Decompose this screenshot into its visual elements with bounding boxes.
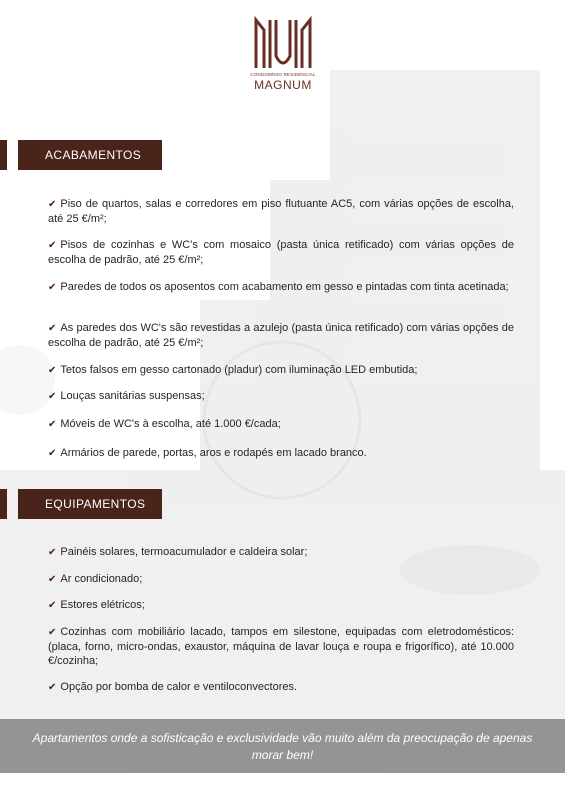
section-accent-bar bbox=[0, 140, 7, 170]
check-icon: ✔ bbox=[48, 365, 57, 376]
list-item: ✔ Tetos falsos em gesso cartonado (pladur) com iluminação LED embutida; bbox=[48, 364, 418, 376]
footer-slogan: Apartamentos onde a sofisticação e exclusividade vão muito além da preocupação de apenas morar bem! bbox=[32, 731, 533, 762]
section-title-equipamentos: EQUIPAMENTOS bbox=[18, 489, 162, 519]
list-item: ✔ Pisos de cozinhas e WC's com mosaico (pasta única retificado) com várias opções de escolha de padrão, até 25 €/m²; bbox=[48, 239, 514, 266]
check-icon: ✔ bbox=[48, 282, 57, 293]
list-item: ✔ Ar condicionado; bbox=[48, 573, 143, 585]
check-icon: ✔ bbox=[48, 574, 57, 585]
logo-name: MAGNUM bbox=[254, 78, 312, 92]
section-accent-bar bbox=[0, 489, 7, 519]
list-item: ✔ Paredes de todos os aposentos com acabamento em gesso e pintadas com tinta acetinada; bbox=[48, 281, 509, 293]
check-icon: ✔ bbox=[48, 682, 57, 693]
logo-tagline: CONDOMÍNIO RESIDENCIAL bbox=[250, 72, 316, 77]
list-item: ✔ Painéis solares, termoacumulador e caldeira solar; bbox=[48, 546, 308, 558]
check-icon: ✔ bbox=[48, 199, 57, 210]
check-icon: ✔ bbox=[48, 600, 57, 611]
magnum-logo bbox=[248, 16, 318, 92]
check-icon: ✔ bbox=[48, 627, 57, 638]
check-icon: ✔ bbox=[48, 547, 57, 558]
list-item: ✔ As paredes dos WC's são revestidas a azulejo (pasta única retificado) com várias opções de escolha de padrão, até 25 €/m²; bbox=[48, 322, 514, 349]
list-item: ✔ Piso de quartos, salas e corredores em piso flutuante AC5, com várias opções de escolha, até 25 €/m²; bbox=[48, 198, 514, 225]
list-item: ✔ Louças sanitárias suspensas; bbox=[48, 390, 205, 402]
list-item: ✔ Estores elétricos; bbox=[48, 599, 145, 611]
magnum-monogram-icon bbox=[252, 16, 314, 70]
footer-banner bbox=[0, 719, 565, 773]
list-item: ✔ Móveis de WC's à escolha, até 1.000 €/cada; bbox=[48, 418, 281, 430]
check-icon: ✔ bbox=[48, 419, 57, 430]
check-icon: ✔ bbox=[48, 391, 57, 402]
check-icon: ✔ bbox=[48, 323, 57, 334]
list-item: ✔ Armários de parede, portas, aros e rodapés em lacado branco. bbox=[48, 447, 367, 459]
section-title-acabamentos: ACABAMENTOS bbox=[18, 140, 162, 170]
check-icon: ✔ bbox=[48, 448, 57, 459]
list-item: ✔ Cozinhas com mobiliário lacado, tampos em silestone, equipadas com eletrodomésticos: (placa, forno, micro-ondas, exaustor, máquina de lavar louça e roupa e frigorífico), até 10.000 €/cozinha; bbox=[48, 626, 514, 667]
list-item: ✔ Opção por bomba de calor e ventiloconvectores. bbox=[48, 681, 298, 693]
check-icon: ✔ bbox=[48, 240, 57, 251]
